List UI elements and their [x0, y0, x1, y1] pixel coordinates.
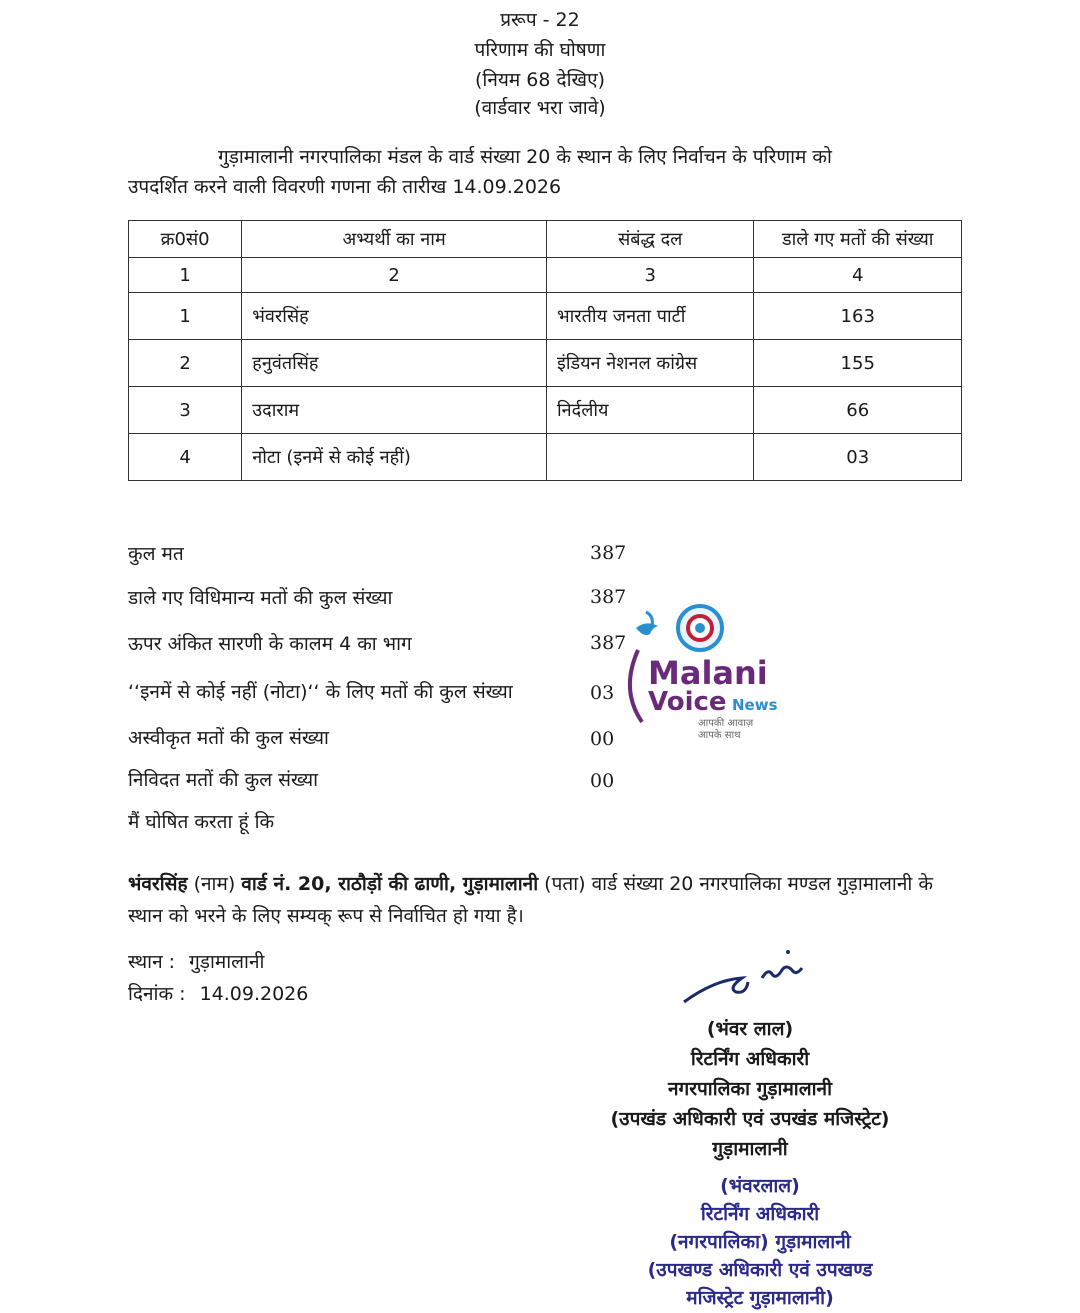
- header-party: संबंद्ध दल: [546, 221, 753, 258]
- date-value: 14.09.2026: [199, 983, 309, 1005]
- declaration-text: [128, 868, 958, 932]
- intro-line-2: उपदर्शित करने वाली विवरणी गणना की तारीख 14.09.2026: [128, 176, 562, 198]
- logo-word-malani: Malani: [648, 654, 768, 692]
- row-votes: 163: [754, 293, 962, 340]
- row-candidate: उदाराम: [242, 387, 547, 434]
- handwritten-signature: [676, 944, 836, 1010]
- col-number: 2: [242, 258, 547, 293]
- officer-designation: रिटर्निंग अधिकारी: [690, 1048, 810, 1070]
- declaration-rest: (पता) वार्ड संख्या 20 नगरपालिका मण्डल गुड़ामालानी के स्थान को भरने के लिए सम्यक् रूप से निर्वाचित हो गया है।: [128, 873, 933, 927]
- date-line: [128, 980, 308, 1006]
- logo-tagline-2: आपके साथ: [698, 730, 741, 741]
- stamp-line-1: (भंवरलाल): [720, 1175, 800, 1197]
- summary-value-nota: 03: [590, 682, 615, 704]
- malani-voice-news-logo: [618, 600, 798, 750]
- summary-label-tendered: निविदत मतों की कुल संख्या: [128, 769, 319, 791]
- table-header-row: [129, 221, 962, 258]
- summary-value-rejected: 00: [590, 728, 615, 750]
- table-row: [129, 340, 962, 387]
- row-serial: 3: [129, 387, 242, 434]
- table-row: [129, 387, 962, 434]
- summary-value-column4: 387: [590, 632, 627, 654]
- row-party: भारतीय जनता पार्टी: [546, 293, 753, 340]
- logo-tagline-1: आपकी आवाज़: [698, 718, 754, 729]
- summary-value-valid: 387: [590, 586, 627, 608]
- row-votes: 03: [754, 434, 962, 481]
- official-stamp: [620, 1172, 900, 1312]
- date-label: दिनांक :: [128, 983, 186, 1005]
- elected-candidate-name: भंवरसिंह: [128, 873, 188, 895]
- place-line: [128, 948, 264, 974]
- header-votes: डाले गए मतों की संख्या: [754, 221, 962, 258]
- summary-label-rejected: अस्वीकृत मतों की कुल संख्या: [128, 727, 329, 749]
- name-tag: (नाम): [187, 873, 242, 895]
- officer-role: (उपखंड अधिकारी एवं उपखंड मजिस्ट्रेट): [610, 1108, 890, 1130]
- results-table: [128, 220, 962, 481]
- row-serial: 2: [129, 340, 242, 387]
- col-number: 3: [546, 258, 753, 293]
- declaration-intro: मैं घोषित करता हूं कि: [128, 811, 275, 833]
- place-label: स्थान :: [128, 951, 176, 973]
- logo-word-voice: Voice: [648, 687, 727, 717]
- header-candidate: अभ्यर्थी का नाम: [242, 221, 547, 258]
- officer-name: (भंवर लाल): [706, 1018, 794, 1040]
- row-candidate: नोटा (इनमें से कोई नहीं): [242, 434, 547, 481]
- row-party: इंडियन नेशनल कांग्रेस: [546, 340, 753, 387]
- officer-place: गुड़ामालानी: [712, 1138, 788, 1160]
- table-row: [129, 434, 962, 481]
- logo-word-news: News: [732, 696, 778, 714]
- row-serial: 1: [129, 293, 242, 340]
- signature-block: [560, 1014, 940, 1164]
- summary-label-total: कुल मत: [128, 543, 184, 565]
- rule-reference: (नियम 68 देखिए): [475, 69, 605, 91]
- row-votes: 66: [754, 387, 962, 434]
- form-number: प्ररूप - 22: [500, 9, 580, 31]
- row-candidate: भंवरसिंह: [242, 293, 547, 340]
- column-number-row: [129, 258, 962, 293]
- document-title: परिणाम की घोषणा: [474, 39, 606, 61]
- row-party: [546, 434, 753, 481]
- summary-value-total: 387: [590, 542, 627, 564]
- fill-note: (वार्डवार भरा जावे): [474, 97, 606, 119]
- stamp-line-3: (नगरपालिका) गुड़ामालानी: [669, 1231, 851, 1253]
- col-number: 4: [754, 258, 962, 293]
- row-party: निर्दलीय: [546, 387, 753, 434]
- row-serial: 4: [129, 434, 242, 481]
- summary-label-column4: ऊपर अंकित सारणी के कालम 4 का भाग: [128, 633, 412, 655]
- intro-line-1: गुड़ामालानी नगरपालिका मंडल के वार्ड संख्या 20 के स्थान के लिए निर्वाचन के परिणाम को: [218, 146, 832, 168]
- table-row: [129, 293, 962, 340]
- place-value: गुड़ामालानी: [189, 951, 265, 973]
- summary-label-valid: डाले गए विधिमान्य मतों की कुल संख्या: [128, 587, 393, 609]
- col-number: 1: [129, 258, 242, 293]
- stamp-line-4: (उपखण्ड अधिकारी एवं उपखण्ड: [647, 1259, 873, 1281]
- elected-candidate-address: वार्ड नं. 20, राठौड़ों की ढाणी, गुड़ामालानी: [241, 873, 539, 895]
- officer-office: नगरपालिका गुड़ामालानी: [668, 1078, 832, 1100]
- row-votes: 155: [754, 340, 962, 387]
- row-candidate: हनुवंतसिंह: [242, 340, 547, 387]
- stamp-line-2: रिटर्निंग अधिकारी: [700, 1203, 820, 1225]
- header-serial: क्र0सं0: [129, 221, 242, 258]
- summary-value-tendered: 00: [590, 770, 615, 792]
- summary-label-nota: ‘‘इनमें से कोई नहीं (नोटा)‘‘ के लिए मतों की कुल संख्या: [128, 681, 513, 703]
- stamp-line-5: मजिस्ट्रेट गुड़ामालानी): [686, 1287, 834, 1309]
